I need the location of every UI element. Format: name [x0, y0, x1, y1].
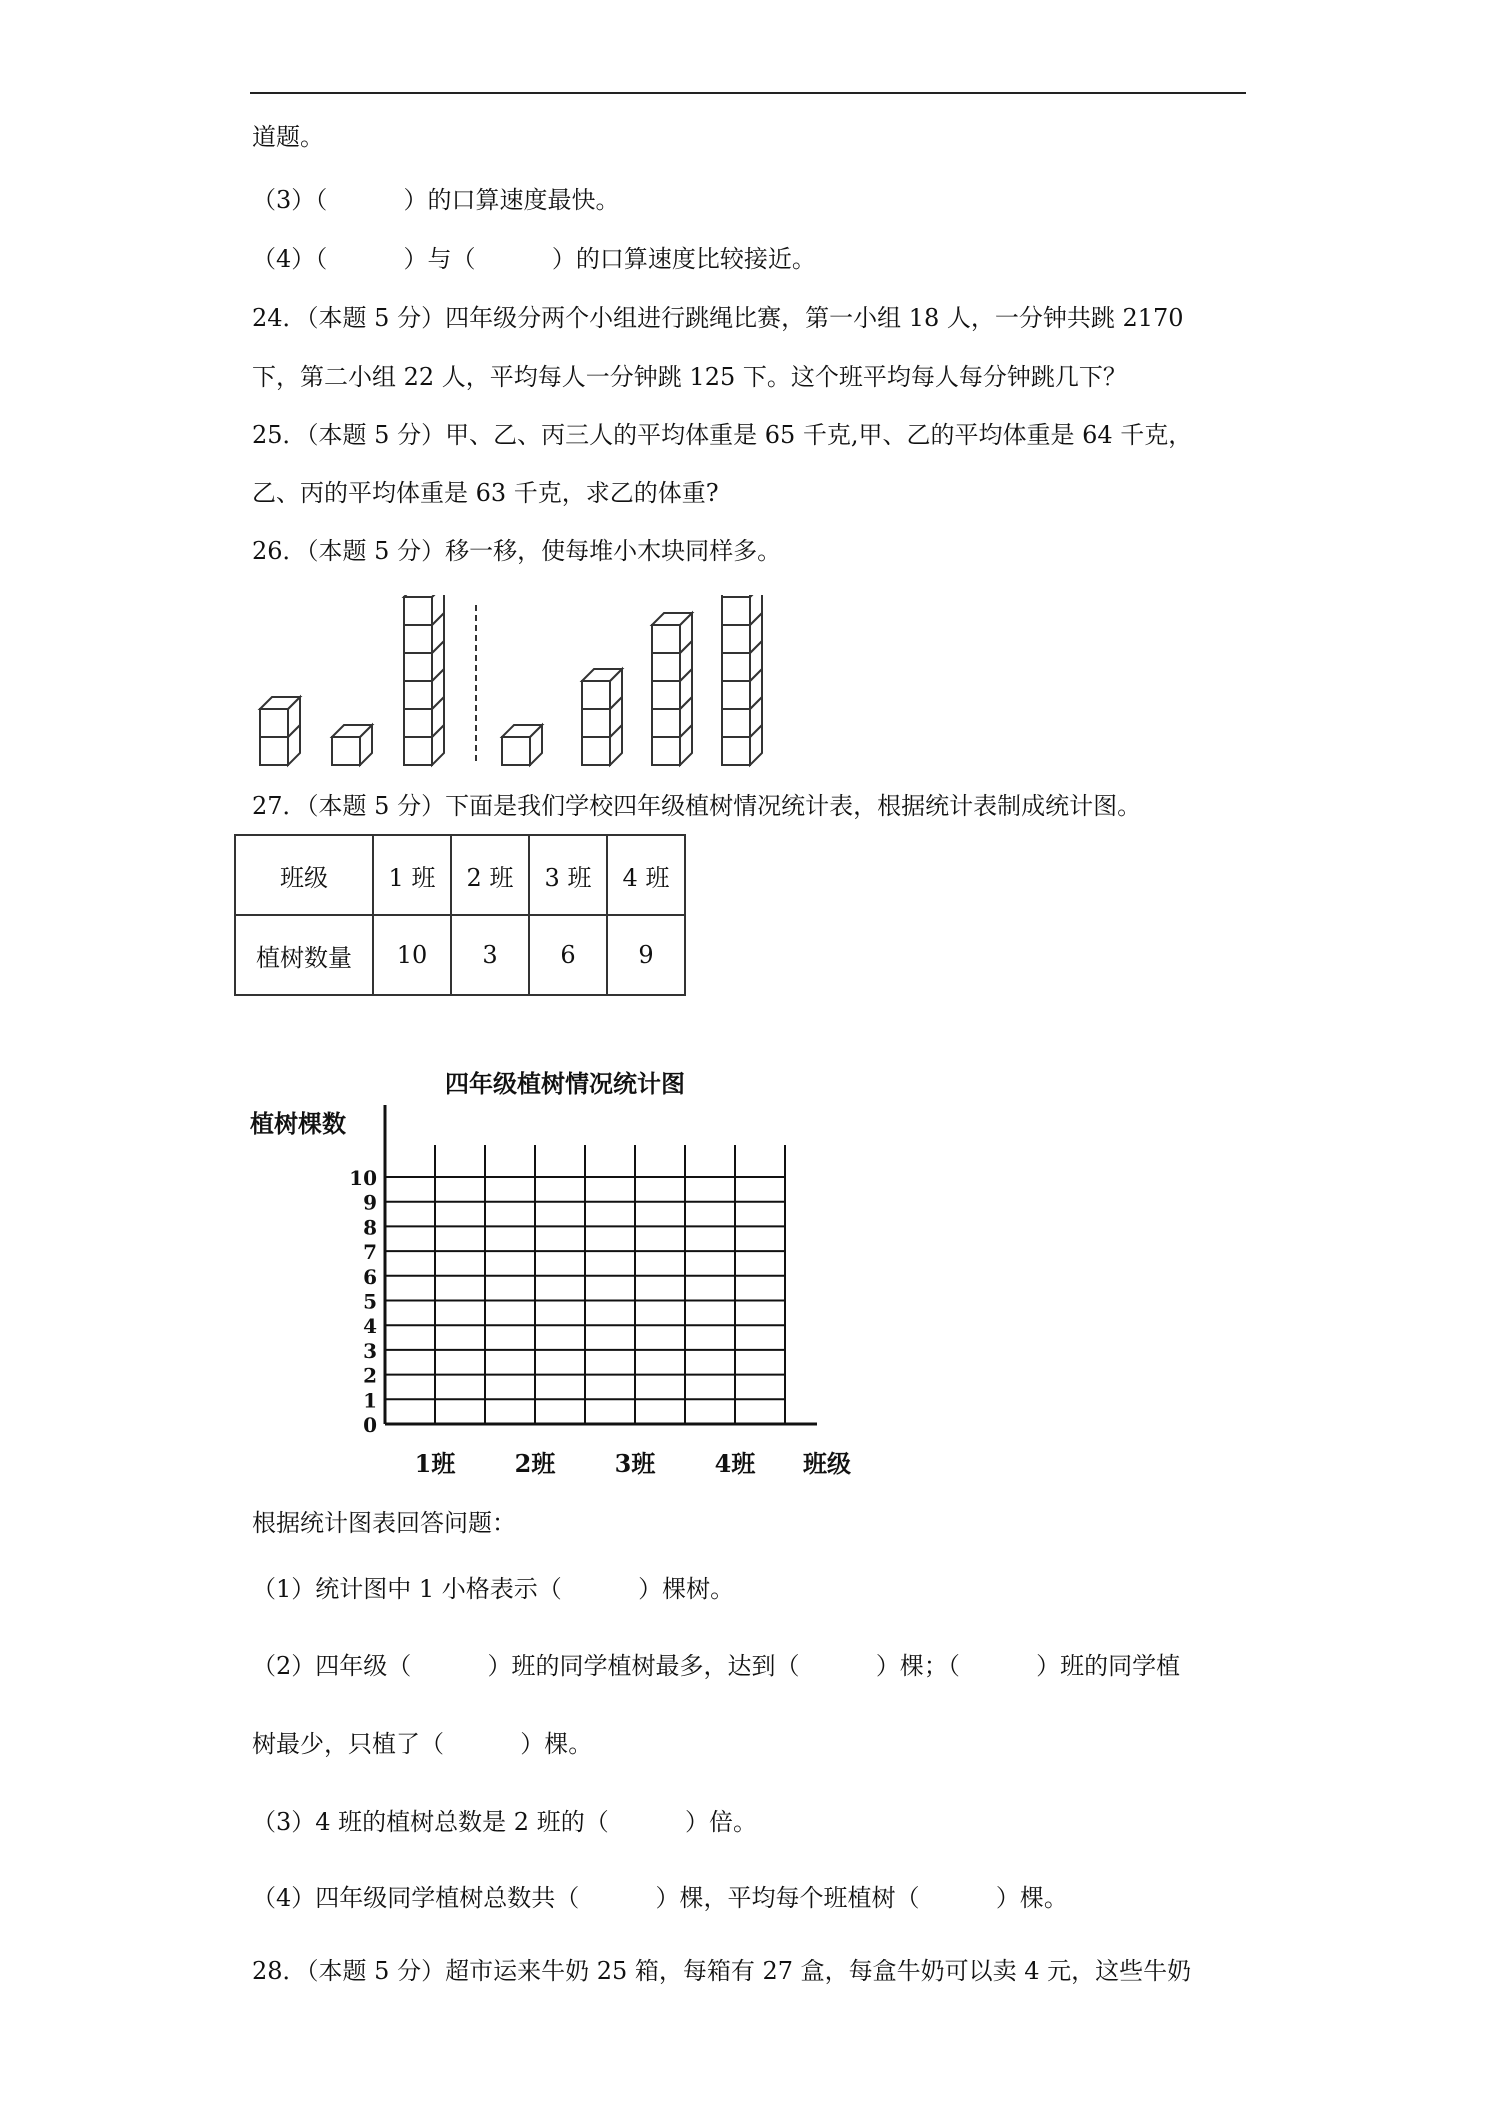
question-text: （4）（ ）与（ ）的口算速度比较接近。 [252, 245, 816, 273]
header-rule [250, 92, 1246, 94]
x-axis-label: 班级 [803, 1449, 851, 1478]
table-cell: 9 [607, 915, 685, 995]
question-text: （3）（ ）的口算速度最快。 [252, 186, 620, 214]
sub-question: （4）四年级同学植树总数共（ ）棵，平均每个班植树（ ）棵。 [252, 1884, 1068, 1912]
wood-block [404, 737, 432, 765]
planting-table [234, 834, 686, 996]
x-tick-label: 1班 [414, 1449, 456, 1478]
sub-question: （1）统计图中 1 小格表示（ ）棵树。 [252, 1575, 735, 1603]
y-tick-label: 9 [363, 1190, 377, 1215]
wood-block [404, 653, 432, 681]
y-axis-label: 植树棵数 [250, 1109, 346, 1138]
y-tick-label: 1 [363, 1388, 377, 1413]
wood-block [722, 737, 750, 765]
wood-block [404, 709, 432, 737]
answer-prompt: 根据统计图表回答问题： [252, 1509, 516, 1537]
table-header-cell: 班级 [235, 835, 373, 915]
wood-block [652, 709, 680, 737]
table-cell: 3 班 [529, 835, 607, 915]
sub-question: （2）四年级（ ）班的同学植树最多，达到（ ）棵；（ ）班的同学植 [252, 1652, 1181, 1680]
sub-question: （3）4 班的植树总数是 2 班的（ ）倍。 [252, 1808, 757, 1836]
table-cell: 6 [529, 915, 607, 995]
table-row [235, 835, 685, 915]
table-cell: 10 [373, 915, 451, 995]
wood-block [652, 737, 680, 765]
wood-block [260, 709, 288, 737]
question-text: 道题。 [252, 123, 324, 151]
wood-block [722, 681, 750, 709]
wood-block [260, 737, 288, 765]
wood-block [502, 737, 530, 765]
question-24: 24．（本题 5 分）四年级分两个小组进行跳绳比赛，第一小组 18 人，一分钟共跳 2170 [252, 304, 1184, 332]
wood-block [722, 625, 750, 653]
x-tick-label: 4班 [714, 1449, 756, 1478]
question-27: 27．（本题 5 分）下面是我们学校四年级植树情况统计表，根据统计表制成统计图。 [252, 792, 1142, 820]
wood-block [722, 653, 750, 681]
y-tick-label: 3 [363, 1338, 377, 1363]
chart-title: 四年级植树情况统计图 [445, 1069, 685, 1098]
y-tick-label: 4 [363, 1314, 377, 1339]
table-cell: 3 [451, 915, 529, 995]
wood-block [404, 597, 432, 625]
y-tick-label: 6 [363, 1264, 377, 1289]
wood-block [652, 681, 680, 709]
question-25-cont: 乙、丙的平均体重是 63 千克，求乙的体重? [252, 479, 719, 507]
wood-block-stacks [252, 595, 812, 775]
wood-block [582, 737, 610, 765]
table-header-cell: 植树数量 [235, 915, 373, 995]
sub-question-cont: 树最少，只植了（ ）棵。 [252, 1730, 593, 1758]
x-tick-label: 2班 [514, 1449, 556, 1478]
table-cell: 1 班 [373, 835, 451, 915]
wood-block [404, 681, 432, 709]
wood-block [652, 653, 680, 681]
planting-chart [245, 1060, 865, 1490]
wood-block [582, 709, 610, 737]
table-cell: 4 班 [607, 835, 685, 915]
y-tick-label: 10 [349, 1166, 377, 1190]
table-cell: 2 班 [451, 835, 529, 915]
wood-block [332, 737, 360, 765]
wood-block [652, 625, 680, 653]
question-28: 28．（本题 5 分）超市运来牛奶 25 箱，每箱有 27 盒，每盒牛奶可以卖 4 元，这些牛奶 [252, 1957, 1192, 1985]
x-tick-label: 3班 [614, 1449, 656, 1478]
wood-block [722, 709, 750, 737]
y-tick-label: 8 [363, 1215, 377, 1240]
wood-block [722, 595, 750, 597]
wood-block [722, 597, 750, 625]
question-25: 25．（本题 5 分）甲、乙、丙三人的平均体重是 65 千克,甲、乙的平均体重是 64 千克， [252, 421, 1193, 449]
y-tick-label: 7 [363, 1240, 377, 1265]
y-tick-label: 5 [363, 1289, 377, 1314]
question-26: 26．（本题 5 分）移一移，使每堆小木块同样多。 [252, 537, 782, 565]
question-24-cont: 下，第二小组 22 人，平均每人一分钟跳 125 下。这个班平均每人每分钟跳几下？ [252, 363, 1127, 391]
y-tick-label: 0 [363, 1413, 377, 1437]
wood-block [582, 681, 610, 709]
wood-block [404, 625, 432, 653]
table-row [235, 915, 685, 995]
y-tick-label: 2 [363, 1363, 377, 1388]
